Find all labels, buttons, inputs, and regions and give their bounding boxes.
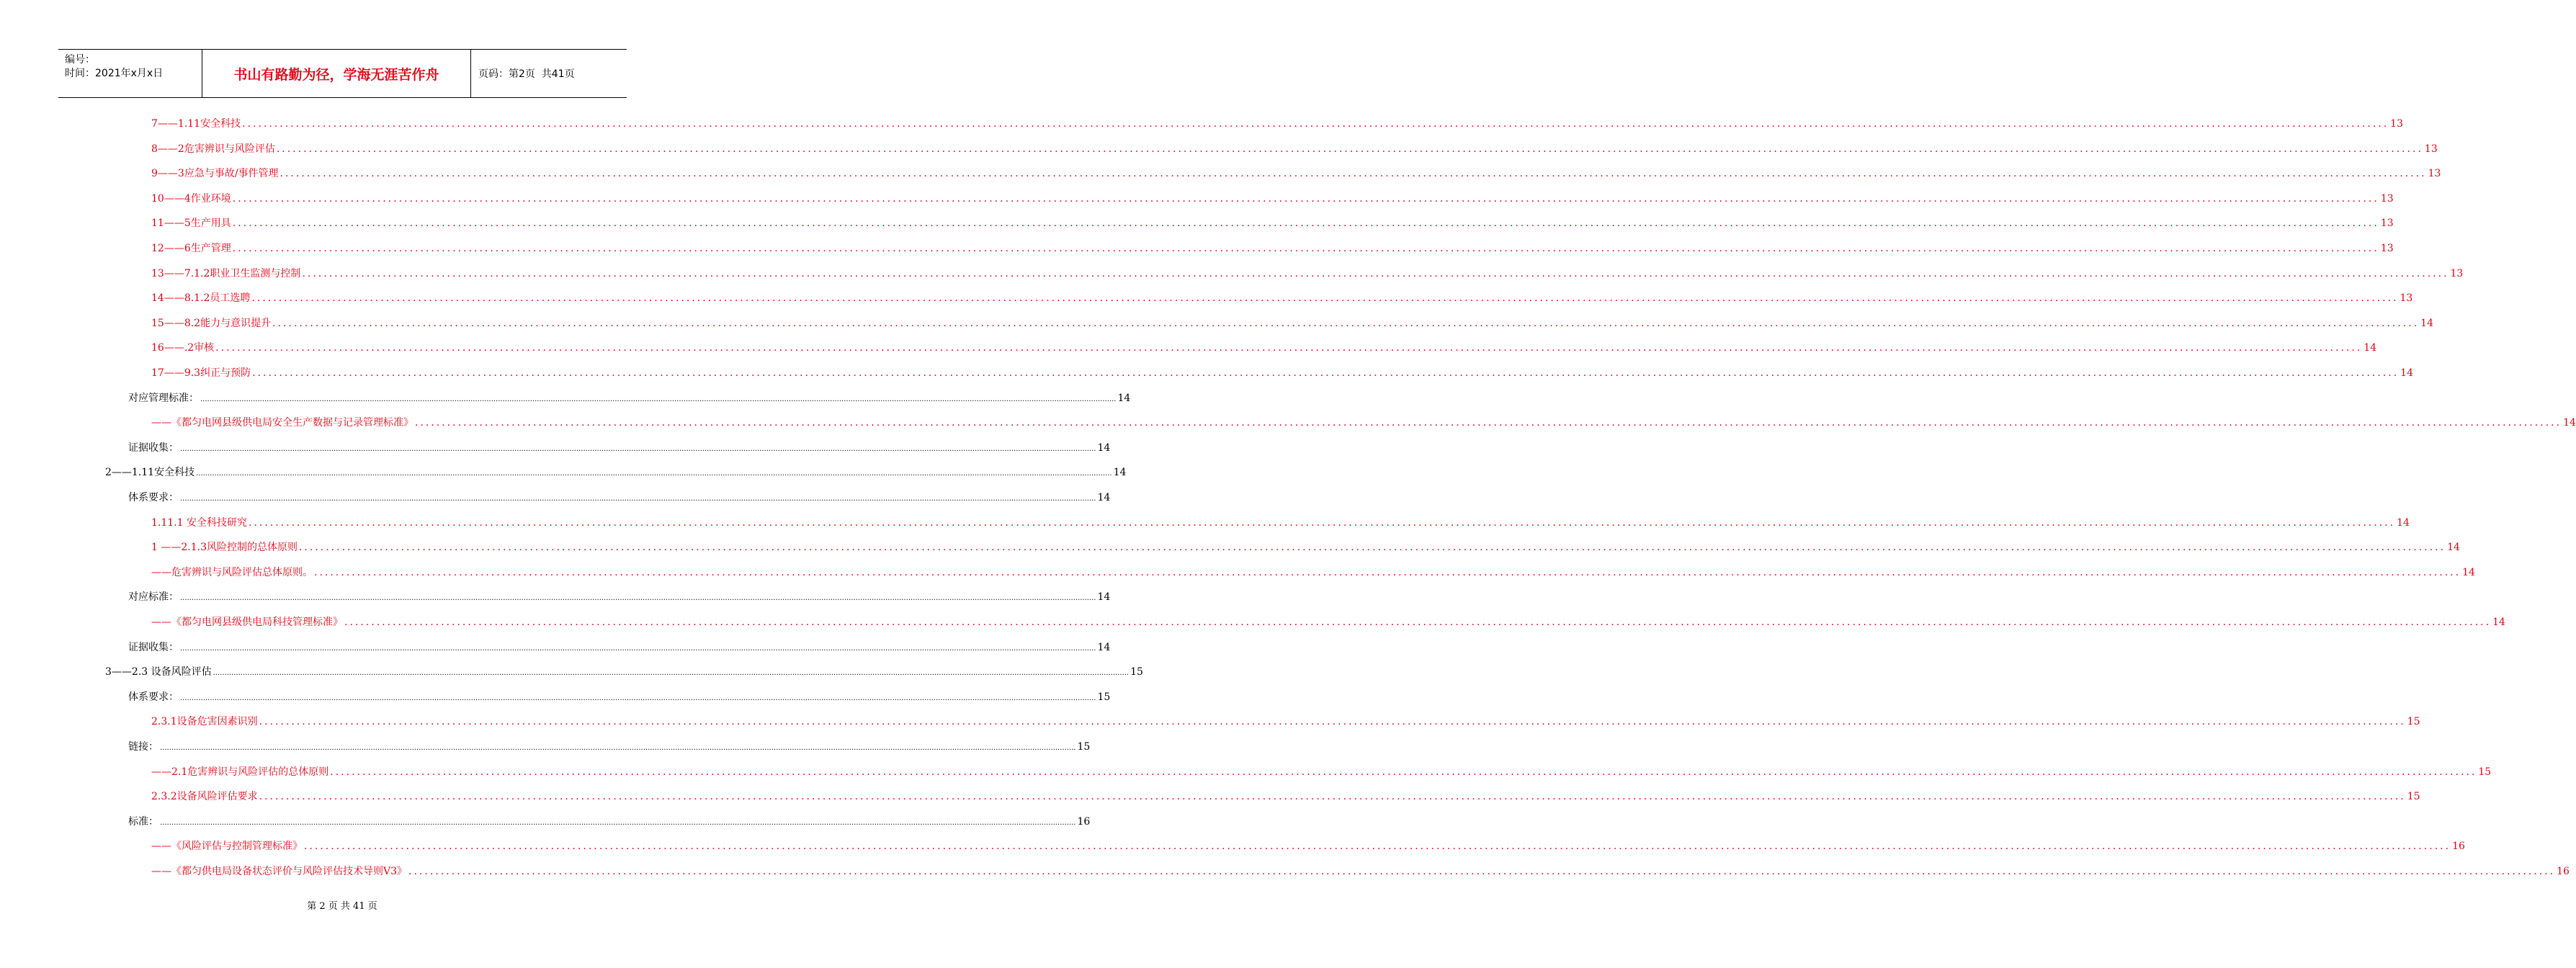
toc-entry-leader: ................................................................................................................................................................................................................................................................................................................................................................................................................ (248, 516, 2396, 529)
toc-entry-label: ——《都匀电网县级供电局科技管理标准》 (151, 617, 343, 628)
toc-entry[interactable] (151, 789, 2420, 803)
toc-entry-label: 2.3.2设备风险评估要求 (151, 791, 258, 803)
toc-entry-page: 14 (1097, 591, 1111, 604)
toc-entry-label: 11——5生产用具 (151, 218, 231, 230)
toc-entry-page: 14 (1113, 467, 1127, 479)
toc-entry[interactable] (151, 614, 2505, 629)
toc-entry-leader: ................................................................................................................................................................................................................................................................................................................................................................................................................ (298, 542, 2446, 554)
toc-entry-page: 16 (1077, 815, 1091, 828)
toc-entry-label: 证据收集： (128, 442, 179, 454)
toc-entry[interactable] (151, 864, 2570, 878)
toc-entry-leader: ................................................................................................................................................................................................................................................................................................................................................................................................................ (180, 594, 1096, 603)
toc-entry[interactable] (151, 215, 2394, 230)
toc-entry[interactable] (128, 589, 1111, 604)
toc-entry-page: 14 (2447, 542, 2460, 554)
toc-entry-label: 16——.2审核 (151, 342, 215, 354)
toc-entry-label: 标准： (128, 815, 158, 828)
toc-entry-label: 对应管理标准： (128, 392, 199, 404)
toc-entry-label: 对应标准： (128, 591, 179, 604)
toc-entry-page: 16 (2452, 841, 2465, 853)
toc-entry-label: ——危害辨识与风险评估总体原则。 (151, 566, 313, 578)
toc-entry-leader: ................................................................................................................................................................................................................................................................................................................................................................................................................ (330, 766, 2477, 778)
toc-entry-page: 14 (2420, 317, 2433, 329)
toc-entry-page: 14 (1097, 641, 1111, 653)
toc-entry-label: 1 ——2.1.3风险控制的总体原则 (151, 542, 298, 554)
page-header (58, 49, 627, 98)
toc-entry[interactable] (151, 764, 2492, 779)
toc-entry-leader: ................................................................................................................................................................................................................................................................................................................................................................................................................ (160, 818, 1076, 827)
toc-entry-page: 13 (2380, 192, 2394, 205)
toc-entry-label: 8——2危害辨识与风险评估 (151, 143, 275, 155)
toc-entry-page: 15 (1130, 666, 1143, 678)
toc-entry-label: 2.3.1设备危害因素识别 (151, 716, 258, 728)
toc-entry[interactable] (128, 739, 1091, 753)
toc-entry-leader: ................................................................................................................................................................................................................................................................................................................................................................................................................ (232, 192, 2379, 205)
toc-entry-page: 14 (2462, 566, 2475, 578)
toc-entry-page: 14 (1097, 492, 1111, 503)
toc-entry-leader: ................................................................................................................................................................................................................................................................................................................................................................................................................ (259, 716, 2406, 728)
toc-entry-page: 14 (2363, 342, 2377, 354)
toc-entry-page: 14 (1097, 442, 1111, 454)
toc-entry-page: 13 (2380, 243, 2394, 254)
toc-entry-leader: ................................................................................................................................................................................................................................................................................................................................................................................................................ (276, 143, 2423, 155)
toc-entry-label: 17——9.3纠正与预防 (151, 367, 251, 379)
toc-entry-page: 13 (2400, 292, 2413, 305)
toc-entry-page: 13 (2428, 168, 2441, 180)
toc-entry-label: 1.11.1 安全科技研究 (151, 516, 247, 529)
toc-entry-leader: ................................................................................................................................................................................................................................................................................................................................................................................................................ (279, 168, 2427, 180)
toc-entry-page: 14 (2397, 516, 2410, 529)
toc-entry-leader: ................................................................................................................................................................................................................................................................................................................................................................................................................ (180, 444, 1096, 453)
toc-entry[interactable] (151, 141, 2438, 156)
header-meta-cell (58, 50, 202, 97)
toc-entry-leader: ................................................................................................................................................................................................................................................................................................................................................................................................................ (259, 791, 2406, 803)
toc-entry-page: 13 (2390, 118, 2403, 130)
toc-entry[interactable] (151, 365, 2413, 380)
toc-entry[interactable] (151, 166, 2441, 180)
toc-entry-leader: ................................................................................................................................................................................................................................................................................................................................................................................................................ (180, 694, 1096, 702)
toc-entry-label: 7——1.11安全科技 (151, 118, 241, 130)
toc-entry-leader: ................................................................................................................................................................................................................................................................................................................................................................................................................ (272, 317, 2420, 329)
toc-entry-leader: ................................................................................................................................................................................................................................................................................................................................................................................................................ (304, 841, 2451, 853)
toc-entry[interactable] (128, 689, 1111, 704)
toc-entry-label: ——《风险评估与控制管理标准》 (151, 841, 303, 853)
toc-entry[interactable] (151, 266, 2464, 280)
toc-entry-label: 证据收集： (128, 641, 179, 653)
toc-entry-page: 15 (2478, 766, 2492, 778)
toc-entry-leader: ................................................................................................................................................................................................................................................................................................................................................................................................................ (215, 342, 2363, 354)
toc-entry-leader: ................................................................................................................................................................................................................................................................................................................................................................................................................ (415, 417, 2562, 429)
toc-entry-label: 13——7.1.2职业卫生监测与控制 (151, 267, 301, 279)
header-motto: 书山有路勤为径，学海无涯苦作舟 (202, 50, 471, 97)
toc-entry-leader: ................................................................................................................................................................................................................................................................................................................................................................................................................ (252, 367, 2400, 379)
toc-entry-leader: ................................................................................................................................................................................................................................................................................................................................................................................................................ (314, 566, 2461, 578)
toc-entry-label: 14——8.1.2员工选聘 (151, 292, 251, 305)
toc-entry[interactable] (128, 814, 1091, 828)
toc-entry-leader: ................................................................................................................................................................................................................................................................................................................................................................................................................ (180, 495, 1096, 503)
toc-entry-page: 14 (1117, 392, 1131, 404)
toc-entry-label: 体系要求： (128, 492, 179, 503)
toc-entry-page: 14 (2400, 367, 2413, 379)
toc-entry[interactable] (151, 116, 2403, 130)
toc-entry-page: 15 (1097, 691, 1111, 703)
toc-entry[interactable] (128, 390, 1131, 405)
toc-entry-page: 14 (2563, 417, 2576, 429)
toc-entry[interactable] (151, 191, 2394, 205)
toc-entry[interactable] (151, 241, 2394, 255)
header-page-info-cell (471, 50, 627, 97)
toc-entry[interactable] (128, 490, 1111, 504)
toc-entry-page: 13 (2380, 218, 2394, 230)
toc-entry[interactable] (151, 290, 2413, 305)
toc-entry-page: 15 (2407, 716, 2420, 728)
toc-entry[interactable] (151, 838, 2465, 853)
toc-entry-leader: ................................................................................................................................................................................................................................................................................................................................................................................................................ (251, 292, 2399, 305)
toc-entry-leader: ................................................................................................................................................................................................................................................................................................................................................................................................................ (408, 866, 2556, 877)
toc-entry-label: 12——6生产管理 (151, 243, 231, 254)
toc-entry-page: 15 (1077, 741, 1091, 753)
toc-entry-page: 15 (2407, 791, 2420, 803)
toc-entry-page: 16 (2557, 866, 2570, 877)
toc-entry-leader: ................................................................................................................................................................................................................................................................................................................................................................................................................ (242, 118, 2389, 130)
toc-entry-page: 13 (2424, 143, 2438, 155)
toc-entry[interactable] (151, 565, 2475, 579)
toc-entry-leader: ................................................................................................................................................................................................................................................................................................................................................................................................................ (200, 395, 1117, 403)
footer-page-number: 第 2 页 共 41 页 (307, 901, 377, 912)
toc-entry-page: 14 (2492, 617, 2505, 628)
toc-entry-leader: ................................................................................................................................................................................................................................................................................................................................................................................................................ (196, 470, 1112, 478)
toc-entry-leader: ................................................................................................................................................................................................................................................................................................................................................................................................................ (232, 243, 2379, 254)
toc-entry-label: ——《都匀电网县级供电局安全生产数据与记录管理标准》 (151, 417, 413, 429)
toc-entry[interactable] (128, 440, 1111, 454)
toc-entry[interactable] (105, 465, 1127, 479)
toc-entry[interactable] (105, 664, 1143, 678)
toc-entry[interactable] (151, 315, 2433, 330)
toc-entry-label: 10——4作业环境 (151, 192, 231, 205)
toc-entry-label: 15——8.2能力与意识提升 (151, 317, 272, 329)
toc-entry[interactable] (151, 515, 2410, 529)
toc-entry[interactable] (151, 714, 2420, 728)
toc-entry-leader: ................................................................................................................................................................................................................................................................................................................................................................................................................ (213, 669, 1130, 678)
page-footer (0, 898, 684, 912)
toc-entry-leader: ................................................................................................................................................................................................................................................................................................................................................................................................................ (344, 617, 2492, 628)
toc-entry-label: ——《都匀供电局设备状态评价与风险评估技术导则V3》 (151, 866, 408, 877)
toc-entry-label: 体系要求： (128, 691, 179, 703)
toc-entry[interactable] (151, 415, 2576, 429)
time-label: 时间：2021年x月x日 (65, 68, 164, 79)
toc-entry-label: 链接： (128, 741, 158, 753)
toc-entry-leader: ................................................................................................................................................................................................................................................................................................................................................................................................................ (180, 644, 1096, 653)
toc-entry[interactable] (151, 539, 2460, 554)
toc-entry-label: ——2.1危害辨识与风险评估的总体原则 (151, 766, 329, 778)
toc-entry-label: 3——2.3 设备风险评估 (105, 666, 212, 678)
toc-entry-leader: ................................................................................................................................................................................................................................................................................................................................................................................................................ (160, 744, 1076, 752)
toc-entry-leader: ................................................................................................................................................................................................................................................................................................................................................................................................................ (232, 218, 2379, 230)
toc-entry-leader: ................................................................................................................................................................................................................................................................................................................................................................................................................ (302, 267, 2449, 279)
toc-entry-page: 13 (2450, 267, 2464, 279)
toc-entry-label: 9——3应急与事故/事件管理 (151, 168, 279, 180)
toc-entry[interactable] (128, 640, 1111, 654)
toc-entry-label: 2——1.11安全科技 (105, 467, 195, 479)
toc-entry[interactable] (151, 340, 2377, 354)
number-label: 编号： (65, 54, 95, 66)
header-page-info: 页码：第2页 共41页 (478, 68, 575, 80)
